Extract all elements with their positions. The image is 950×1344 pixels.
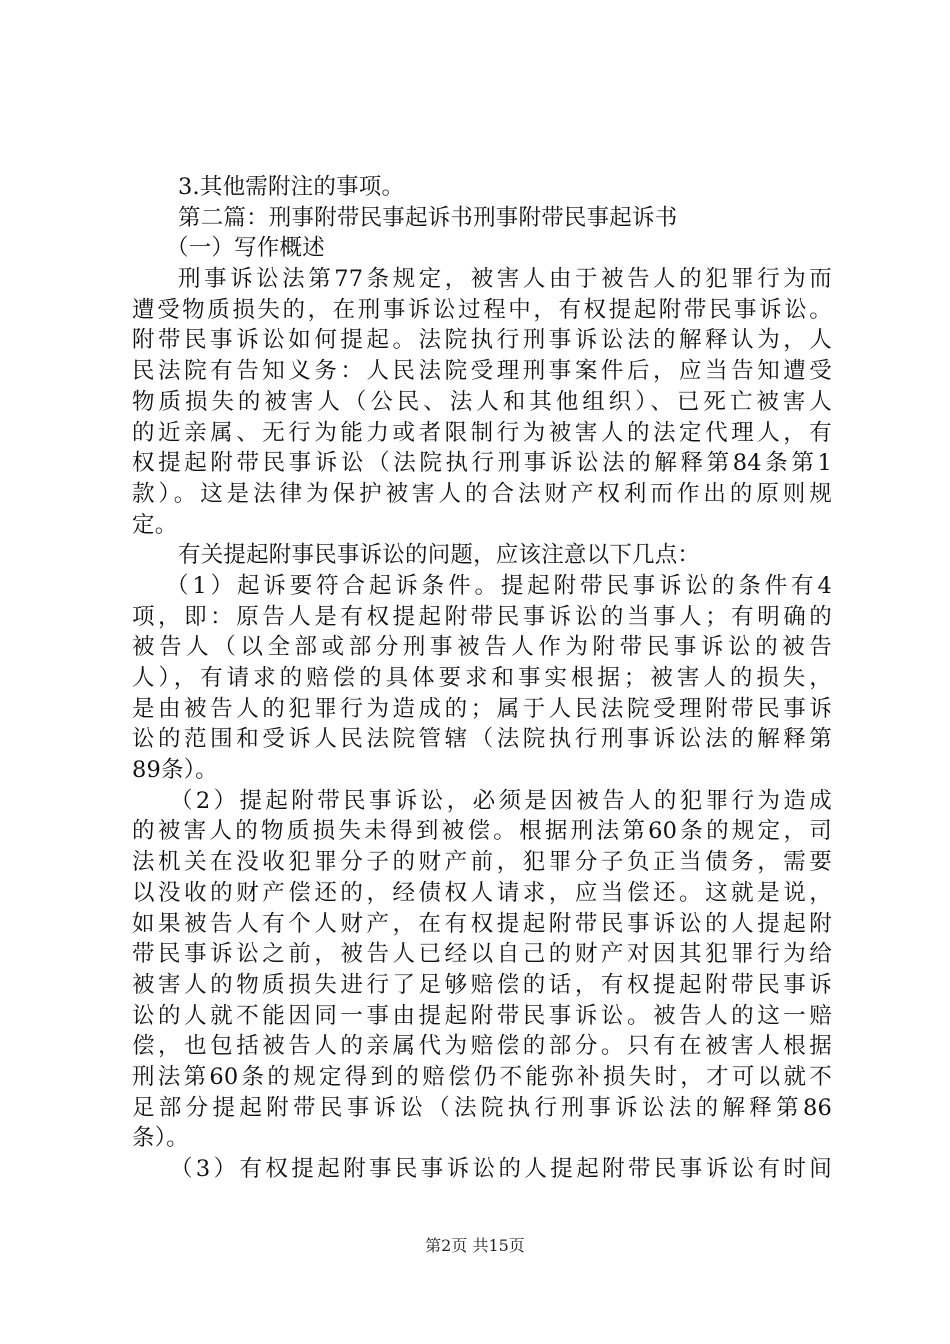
text-line: 偿，也包括被告人的亲属代为赔偿的部分。只有在被害人根据 [132,1033,832,1060]
text-line: 条）。 [132,1125,189,1152]
text-line: 以没收的财产偿还的，经债权人请求，应当偿还。这就是说， [132,879,832,906]
text-line: （1）起诉要符合起诉条件。提起附带民事诉讼的条件有4 [166,572,832,599]
text-line: 如果被告人有个人财产，在有权提起附带民事诉讼的人提起附 [132,910,832,937]
text-line: 足部分提起附带民事诉讼（法院执行刑事诉讼法的解释第86 [132,1094,832,1121]
text-line: 3.其他需附注的事项。 [178,174,405,200]
text-line: 被害人的物质损失进行了足够赔偿的话，有权提起附带民事诉 [132,971,832,998]
text-line: 定。 [132,511,178,538]
page-footer [0,1236,950,1256]
text-line: 第二篇：刑事附带民事起诉书刑事附带民事起诉书 [178,204,678,231]
text-line: （一）写作概述 [166,235,325,262]
text-line: 带民事诉讼之前，被告人已经以自己的财产对因其犯罪行为给 [132,941,832,968]
text-line: （3）有权提起附事民事诉讼的人提起附带民事诉讼有时间 [170,1156,832,1182]
page-number: 第2页 共15页 [425,1236,525,1255]
text-line: 的近亲属、无行为能力或者限制行为被害人的法定代理人，有 [132,419,832,446]
text-line: 附带民事诉讼如何提起。法院执行刑事诉讼法的解释认为，人 [132,327,832,354]
text-line: 项，即：原告人是有权提起附带民事诉讼的当事人；有明确的 [132,603,832,630]
text-line: 民法院有告知义务：人民法院受理刑事案件后，应当告知遭受 [132,358,832,385]
text-line: 讼的范围和受诉人民法院管辖（法院执行刑事诉讼法的解释第 [132,726,832,753]
text-line: 款）。这是法律为保护被害人的合法财产权利而作出的原则规 [132,480,832,507]
text-line: 讼的人就不能因同一事由提起附带民事诉讼。被告人的这一赔 [132,1002,832,1029]
text-line: 是由被告人的犯罪行为造成的；属于人民法院受理附带民事诉 [132,695,832,722]
text-line: 的被害人的物质损失未得到被偿。根据刑法第60条的规定，司 [132,818,832,845]
text-line: 权提起附带民事诉讼（法院执行刑事诉讼法的解释第84条第1 [132,450,832,477]
text-line: 有关提起附事民事诉讼的问题，应该注意以下几点： [178,542,701,569]
text-line: 89条）。 [132,757,218,784]
text-line: 物质损失的被害人（公民、法人和其他组织）、已死亡被害人 [132,388,832,415]
text-line: （2）提起附带民事诉讼，必须是因被告人的犯罪行为造成 [170,787,832,814]
text-line: 刑事诉讼法第77条规定，被害人由于被告人的犯罪行为而 [178,266,832,293]
text-line: 遭受物质损失的，在刑事诉讼过程中，有权提起附带民事诉讼。 [132,296,832,323]
document-body [132,172,832,1185]
text-line: 刑法第60条的规定得到的赔偿仍不能弥补损失时，才可以就不 [132,1063,832,1090]
text-line: 人），有请求的赔偿的具体要求和事实根据；被害人的损失， [132,665,832,691]
text-line: 法机关在没收犯罪分子的财产前，犯罪分子负正当债务，需要 [132,849,832,876]
text-line: 被告人（以全部或部分刑事被告人作为附带民事诉讼的被告 [132,634,832,661]
